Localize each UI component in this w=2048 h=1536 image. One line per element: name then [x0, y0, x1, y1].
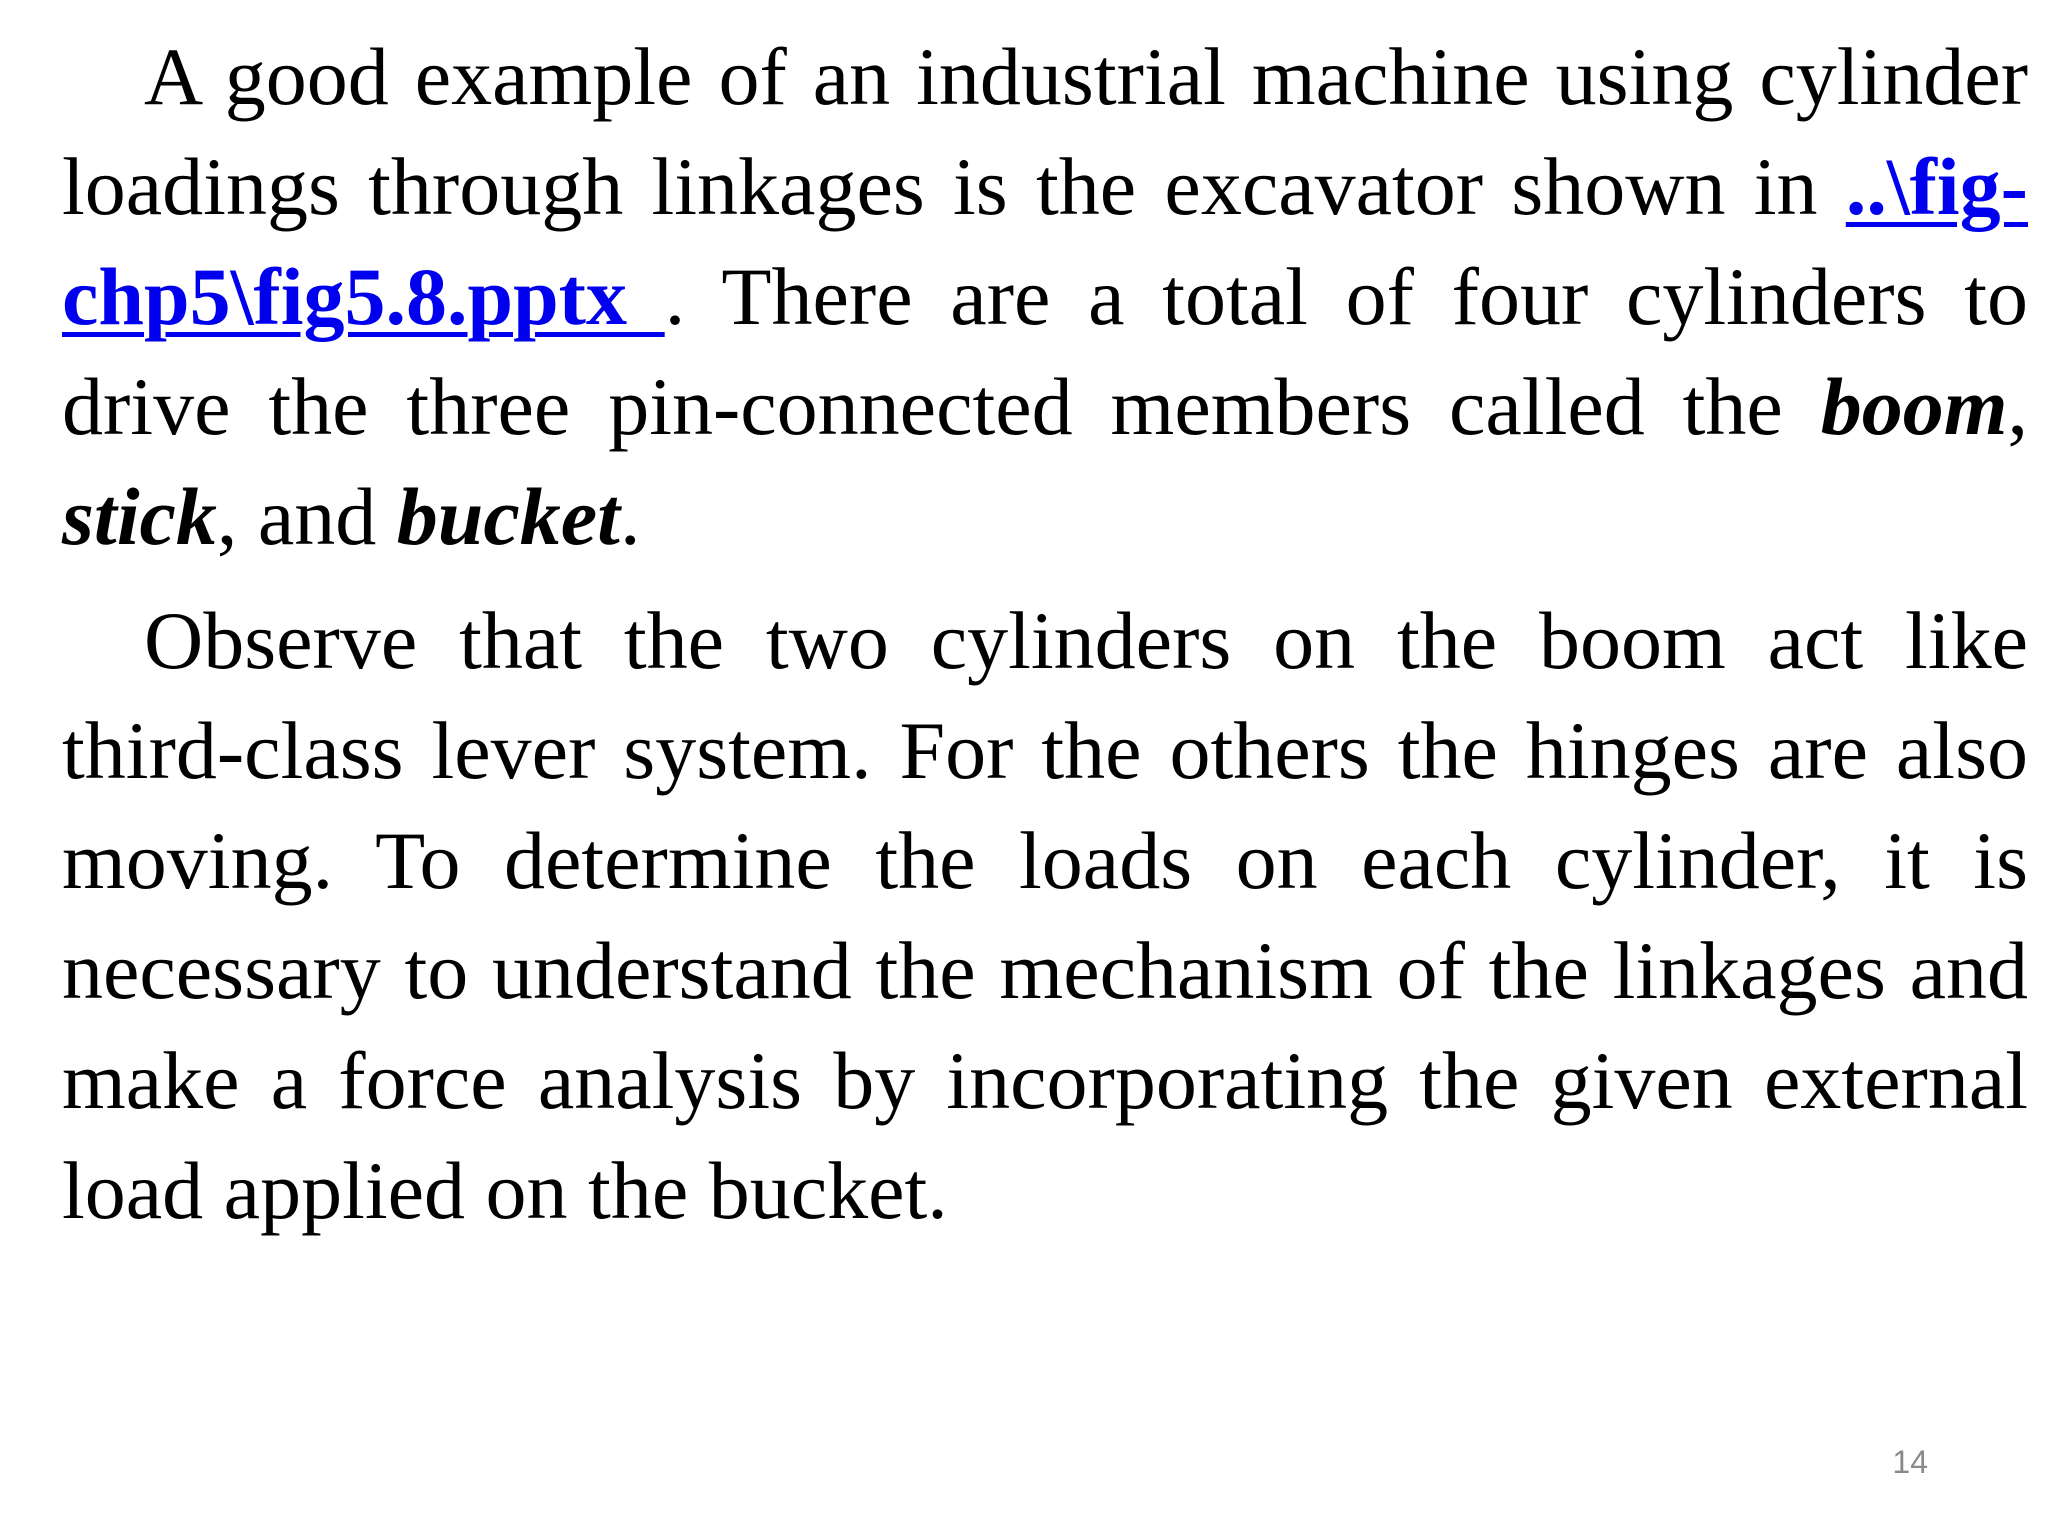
- paragraph-2: Observe that the two cylinders on the boom act like third-class lever system. For the others the hinges are also moving. To determine the loads on each cylinder, it is necessary to understand the mechanism of the linkages and make a force analysis by incorporating the given external load applied on the bucket.: [62, 595, 2028, 1236]
- term-stick: stick: [62, 471, 217, 562]
- page-number: 14: [1892, 1444, 1928, 1480]
- paragraph-1-continuation: . There are a total of four cylinders to drive the three pin-connected members called the: [62, 251, 2029, 452]
- paragraph-1: [62, 22, 2028, 572]
- slide-body: [62, 22, 2028, 1246]
- paragraph-1-end: .: [619, 471, 641, 562]
- term-boom: boom: [1820, 361, 2008, 452]
- figure-hyperlink[interactable]: ..\fig-chp5\fig5.8.pptx: [62, 141, 2028, 342]
- paragraph-1-intro: A good example of an industrial machine using cylinder loadings through linkages is the excavator shown in: [62, 31, 2028, 232]
- term-bucket: bucket: [396, 471, 620, 562]
- separator-2: , and: [216, 471, 397, 562]
- separator-1: ,: [2007, 361, 2028, 452]
